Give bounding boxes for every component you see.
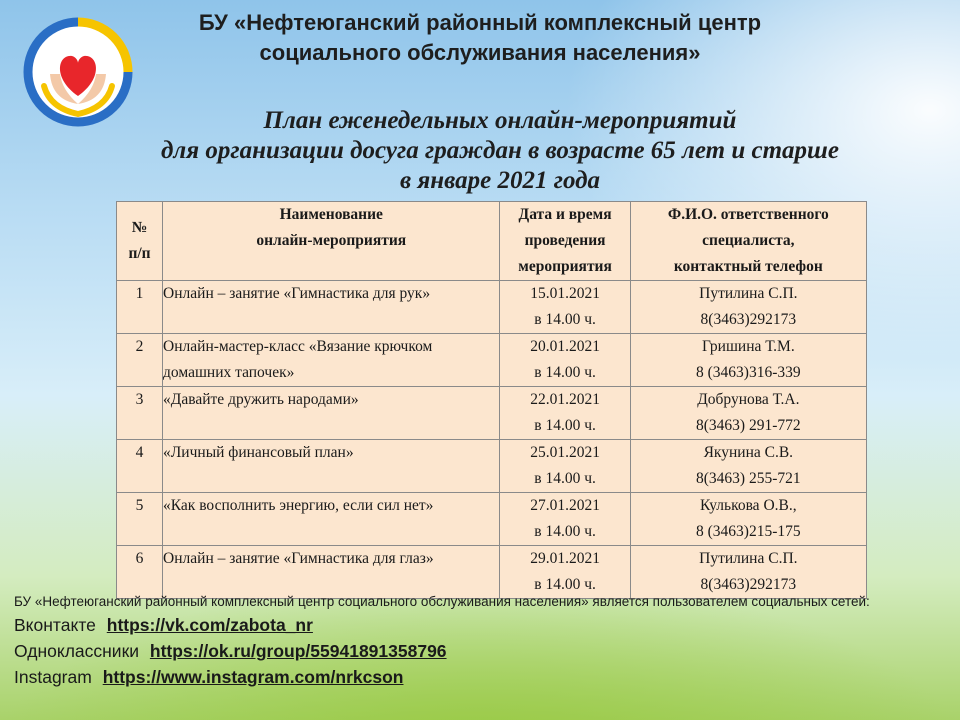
plan-title-line: для организации досуга граждан в возрасте 65 лет и старше: [161, 137, 839, 164]
header-responsible: Ф.И.О. ответственного специалиста, контактный телефон: [630, 202, 866, 281]
event-responsible: Гришина Т.М. 8 (3463)316-339: [630, 334, 866, 387]
instagram-link[interactable]: https://www.instagram.com/nrkcson: [102, 667, 404, 687]
social-link-row: [14, 612, 870, 638]
event-date-time: 25.01.2021 в 14.00 ч.: [500, 440, 630, 493]
row-number: 2: [117, 334, 163, 387]
header-event-name: Наименование онлайн-мероприятия: [163, 202, 500, 281]
event-date-time: 22.01.2021 в 14.00 ч.: [500, 387, 630, 440]
social-label-vk: Вконтакте: [14, 615, 96, 635]
table-row: [117, 281, 867, 334]
event-date-time: 27.01.2021 в 14.00 ч.: [500, 493, 630, 546]
vk-link[interactable]: https://vk.com/zabota_nr: [106, 615, 313, 635]
footer: [14, 592, 870, 690]
event-responsible: Путилина С.П. 8(3463)292173: [630, 546, 866, 599]
event-date-time: 29.01.2021 в 14.00 ч.: [500, 546, 630, 599]
plan-title-line: План еженедельных онлайн-мероприятий: [263, 107, 737, 134]
header-date-time: Дата и время проведения мероприятия: [500, 202, 630, 281]
event-name: Онлайн – занятие «Гимнастика для рук»: [163, 281, 500, 334]
event-responsible: Кулькова О.В., 8 (3463)215-175: [630, 493, 866, 546]
event-date-time: 15.01.2021 в 14.00 ч.: [500, 281, 630, 334]
row-number: 6: [117, 546, 163, 599]
table-row: [117, 440, 867, 493]
row-number: 5: [117, 493, 163, 546]
event-responsible: Якунина С.В. 8(3463) 255-721: [630, 440, 866, 493]
events-table: [116, 201, 867, 599]
social-label-ok: Одноклассники: [14, 641, 140, 661]
event-responsible: Добрунова Т.А. 8(3463) 291-772: [630, 387, 866, 440]
row-number: 4: [117, 440, 163, 493]
plan-title: [110, 106, 890, 196]
event-name: «Личный финансовый план»: [163, 440, 500, 493]
event-name: Онлайн-мастер-класс «Вязание крючком домашних тапочек»: [163, 334, 500, 387]
event-name: Онлайн – занятие «Гимнастика для глаз»: [163, 546, 500, 599]
event-date-time: 20.01.2021 в 14.00 ч.: [500, 334, 630, 387]
table-row: [117, 387, 867, 440]
org-title-line: социального обслуживания населения»: [259, 40, 701, 65]
social-link-row: [14, 664, 870, 690]
table-row: [117, 546, 867, 599]
ok-link[interactable]: https://ok.ru/group/55941891358796: [149, 641, 447, 661]
organization-title: [150, 8, 810, 68]
table-header-row: [117, 202, 867, 281]
social-link-row: [14, 638, 870, 664]
event-name: «Давайте дружить народами»: [163, 387, 500, 440]
event-responsible: Путилина С.П. 8(3463)292173: [630, 281, 866, 334]
footer-description: БУ «Нефтеюганский районный комплексный центр социального обслуживания населения» является пользователем социальных сетей:: [14, 594, 870, 609]
row-number: 1: [117, 281, 163, 334]
social-label-instagram: Instagram: [14, 667, 92, 687]
row-number: 3: [117, 387, 163, 440]
plan-title-line: в январе 2021 года: [399, 167, 601, 194]
header-number: № п/п: [117, 202, 163, 281]
table-row: [117, 493, 867, 546]
table-body: [117, 281, 867, 599]
table-row: [117, 334, 867, 387]
org-title-line: БУ «Нефтеюганский районный комплексный центр: [198, 10, 762, 35]
event-name: «Как восполнить энергию, если сил нет»: [163, 493, 500, 546]
